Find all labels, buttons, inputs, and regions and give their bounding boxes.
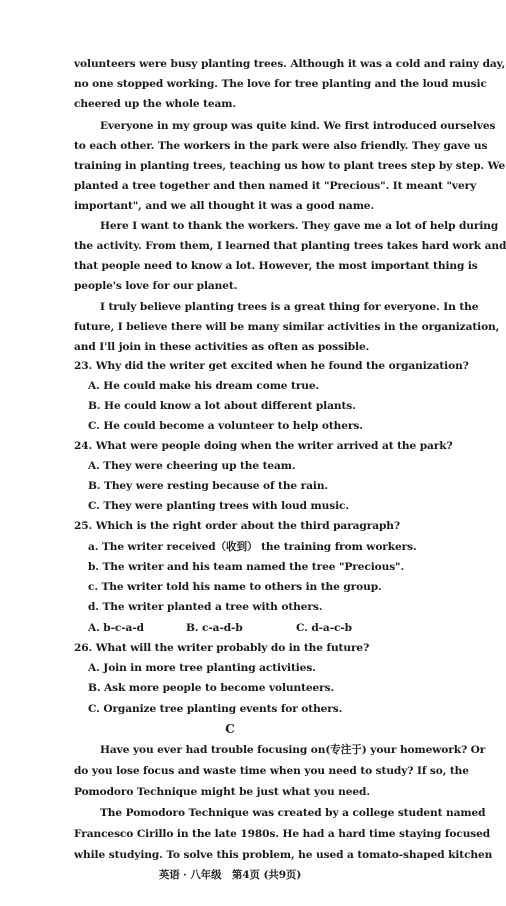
- passage-line: Have you ever had trouble focusing on(专注于) your homework? Or: [100, 744, 486, 756]
- passage-line: training in planting trees, teaching us how to plant trees step by step. We: [74, 160, 506, 172]
- question-24-stem: 24. What were people doing when the writer arrived at the park?: [74, 440, 453, 452]
- passage-line: do you lose focus and waste time when you need to study? If so, the: [74, 765, 469, 777]
- question-26-option-b: B. Ask more people to become volunteers.: [88, 682, 335, 694]
- question-23-stem: 23. Why did the writer get excited when he found the organization?: [74, 360, 469, 372]
- question-23-option-b: B. He could know a lot about different plants.: [88, 400, 356, 412]
- passage-line: future, I believe there will be many similar activities in the organization,: [74, 321, 500, 333]
- passage-line: people's love for our planet.: [74, 280, 238, 292]
- passage-line: Here I want to thank the workers. They gave me a lot of help during: [100, 220, 499, 232]
- question-25-statement-a: a. The writer received（收到） the training from workers.: [88, 541, 417, 553]
- passage-line: Francesco Cirillo in the late 1980s. He had a hard time staying focused: [74, 828, 491, 840]
- question-25-option-a: A. b-c-a-d: [88, 622, 144, 634]
- passage-line: I truly believe planting trees is a great thing for everyone. In the: [100, 301, 479, 313]
- passage-line: Pomodoro Technique might be just what you need.: [74, 786, 370, 798]
- question-25-statement-b: b. The writer and his team named the tree "Precious".: [88, 561, 405, 573]
- passage-line: no one stopped working. The love for tree planting and the loud music: [74, 78, 487, 90]
- question-23-option-a: A. He could make his dream come true.: [88, 380, 320, 392]
- question-25-stem: 25. Which is the right order about the third paragraph?: [74, 520, 400, 532]
- question-25-statement-d: d. The writer planted a tree with others.: [88, 601, 323, 613]
- question-26-stem: 26. What will the writer probably do in the future?: [74, 642, 370, 654]
- passage-line: to each other. The workers in the park were also friendly. They gave us: [74, 140, 488, 152]
- passage-line: that people need to know a lot. However, the most important thing is: [74, 260, 478, 272]
- passage-line: and I'll join in these activities as often as possible.: [74, 341, 370, 353]
- passage-line: Everyone in my group was quite kind. We first introduced ourselves: [100, 120, 496, 132]
- passage-line: volunteers were busy planting trees. Although it was a cold and rainy day,: [74, 58, 506, 70]
- page-footer: 英语 · 八年级 第4页 (共9页): [158, 869, 302, 881]
- passage-line: important", and we all thought it was a good name.: [74, 200, 375, 212]
- passage-line: planted a tree together and then named it "Precious". It meant "very: [74, 180, 477, 192]
- question-24-option-b: B. They were resting because of the rain.: [88, 480, 329, 492]
- question-24-option-c: C. They were planting trees with loud music.: [88, 500, 349, 512]
- question-25-statement-c: c. The writer told his name to others in the group.: [88, 581, 382, 593]
- question-24-option-a: A. They were cheering up the team.: [88, 460, 296, 472]
- question-26-option-a: A. Join in more tree planting activities.: [88, 662, 316, 674]
- question-25-option-b: B. c-a-d-b: [186, 622, 243, 634]
- question-26-option-c: C. Organize tree planting events for others.: [88, 703, 343, 715]
- passage-line: the activity. From them, I learned that planting trees takes hard work and: [74, 240, 506, 252]
- section-c-heading: C: [225, 722, 235, 736]
- passage-line: while studying. To solve this problem, he used a tomato-shaped kitchen: [74, 849, 493, 861]
- passage-line: cheered up the whole team.: [74, 98, 237, 110]
- question-25-option-c: C. d-a-c-b: [296, 622, 352, 634]
- passage-line: The Pomodoro Technique was created by a college student named: [100, 807, 486, 819]
- question-23-option-c: C. He could become a volunteer to help others.: [88, 420, 363, 432]
